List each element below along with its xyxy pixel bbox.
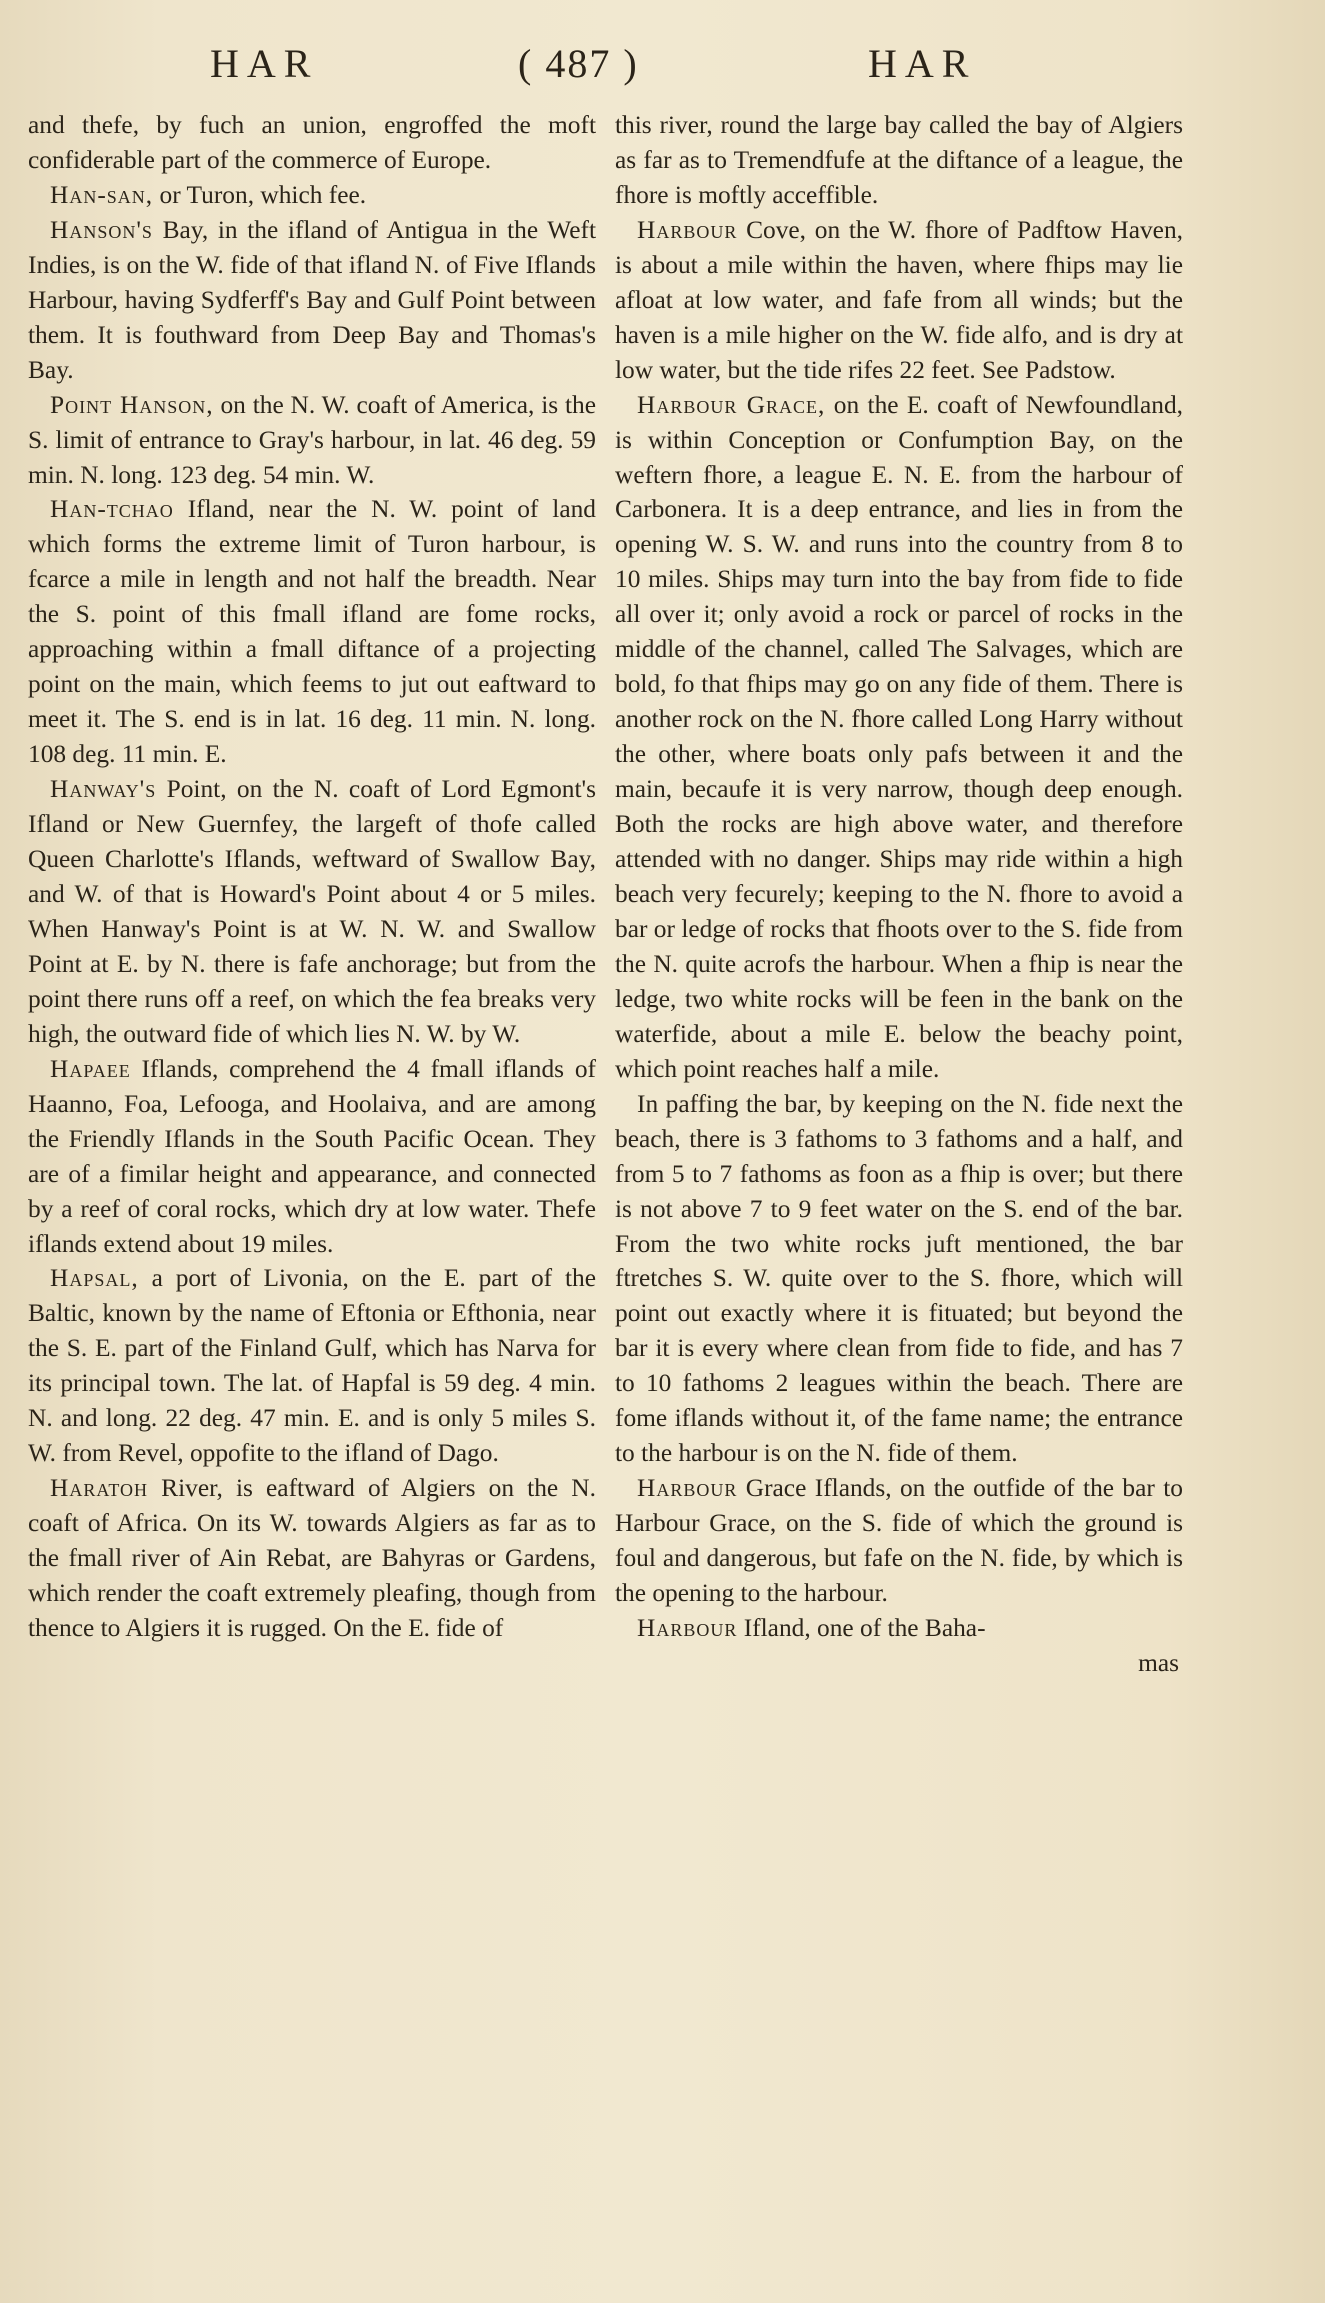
running-head-left: HAR [210, 41, 319, 86]
entry-headword: Harbour Grace, [637, 390, 826, 419]
entry-headword: Harbour [637, 1474, 738, 1503]
entry-point-hanson: Point Hanson, on the N. W. coaft of America, is the S. limit of entrance to Gray's harbour, in lat. 46 deg. 59 min. N. long. 123 deg. 54 min. W. [28, 390, 596, 489]
entry-headword: Harbour [637, 1613, 738, 1642]
left-column [28, 108, 596, 1646]
entry-continuation: and thefe, by fuch an union, engroffed the moft confiderable part of the commerce of Europe. [28, 111, 596, 174]
entry-headword: Point Hanson, [50, 390, 214, 419]
entry-headword: Hanway's [50, 775, 157, 804]
right-column [615, 108, 1183, 1681]
entry-hanways-point: Hanway's Point, on the N. coaft of Lord Egmont's Ifland or New Guernfey, the largeft of thofe called Queen Charlotte's Iflands, weftward of Swallow Bay, and W. of that is Howard's Point about 4 or 5 miles. When Hanway's Point is at W. N. W. and Swallow Point at E. by N. there is fafe anchorage; but from the point there runs off a reef, on which the fea breaks very high, the outward fide of which lies N. W. by W. [28, 775, 596, 1048]
entry-hapsal: Hapsal, a port of Livonia, on the E. part of the Baltic, known by the name of Eftonia or Efthonia, near the S. E. part of the Finland Gulf, which has Narva for its principal town. The lat. of Hapfal is 59 deg. 4 min. N. and long. 22 deg. 47 min. E. and is only 5 miles S. W. from Revel, oppofite to the ifland of Dago. [28, 1264, 596, 1468]
entry-headword: Hanson's [50, 215, 153, 244]
running-head-right: HAR [868, 41, 977, 86]
entry-hansons-bay: Hanson's Bay, in the ifland of Antigua in the Weft Indies, is on the W. fide of that ifland N. of Five Iflands Harbour, having Sydferff's Bay and Gulf Point between them. It is fouthward from Deep Bay and Thomas's Bay. [28, 215, 596, 384]
entry-harbour-cove: Harbour Cove, on the W. fhore of Padftow Haven, is about a mile within the haven, where fhips may lie afloat at low water, and fafe from all winds; but the haven is a mile higher on the W. fide alfo, and is dry at low water, but the tide rifes 22 feet. See Padstow. [615, 215, 1183, 384]
entry-headword: Hapsal, [50, 1264, 139, 1293]
catchword: mas [1138, 1648, 1179, 1677]
entry-haratoh: Haratoh River, is eaftward of Algiers on the N. coaft of Africa. On its W. towards Algiers as far as to the fmall river of Ain Rebat, are Bahyras or Gardens, which render the coaft extremely pleafing, though from thence to Algiers it is rugged. On the E. fide of [28, 1474, 596, 1642]
entry-harbour-grace-islands: Harbour Grace Iflands, on the outfide of the bar to Harbour Grace, on the S. fide of which the ground is foul and dangerous, but fafe on the N. fide, by which is the opening to the harbour. [615, 1474, 1183, 1608]
entry-harbour-island: Harbour Ifland, one of the Baha- [637, 1613, 986, 1642]
entry-harbour-grace: Harbour Grace, on the E. coaft of Newfoundland, is within Conception or Confumption Bay, on the weftern fhore, a league E. N. E. from the harbour of Carbonera. It is a deep entrance, and lies in from the opening W. S. W. and runs into the country from 8 to 10 miles. Ships may turn into the bay from fide to fide all over it; only avoid a rock or parcel of rocks in the middle of the channel, called The Salvages, which are bold, fo that fhips may go on any fide of them. There is another rock on the N. fhore called Long Harry without the other, where boats only pafs between it and the main, becaufe it is very narrow, though deep enough. Both the rocks are high above water, and therefore attended with no danger. Ships may ride within a high beach very fecurely; keeping to the N. fhore to avoid a bar or ledge of rocks that fhoots over to the S. fide from the N. quite acrofs the harbour. When a fhip is near the ledge, two white rocks will be feen in the bank on the waterfide, about a mile E. below the beachy point, which point reaches half a mile. [615, 390, 1183, 1083]
entry-headword: Haratoh [50, 1474, 149, 1503]
entry-headword: Harbour [637, 215, 738, 244]
entry-harbour-grace-bar: In paffing the bar, by keeping on the N. fide next the beach, there is 3 fathoms to 3 fathoms and a half, and from 5 to 7 fathoms as foon as a fhip is over; but there is not above 7 to 9 feet water on the S. end of the bar. From the two white rocks juft mentioned, the bar ftretches S. W. quite over to the S. fhore, which will point out exactly where it is fituated; but beyond the bar it is every where clean from fide to fide, and has 7 to 10 fathoms 2 leagues within the beach. There are fome iflands without it, of the fame name; the entrance to the harbour is on the N. fide of them. [615, 1089, 1183, 1468]
entry-han-tchao: Han-tchao Ifland, near the N. W. point of land which forms the extreme limit of Turon harbour, is fcarce a mile in length and not half the breadth. Near the S. point of this fmall ifland are fome rocks, approaching within a fmall diftance of a projecting point on the main, which feems to jut out eaftward to meet it. The S. end is in lat. 16 deg. 11 min. N. long. 108 deg. 11 min. E. [28, 495, 596, 769]
entry-headword: Han-san, [50, 180, 154, 209]
entry-hapaee: Hapaee Iflands, comprehend the 4 fmall iflands of Haanno, Foa, Lefooga, and Hoolaiva, and are among the Friendly Iflands in the South Pacific Ocean. They are of a fimilar height and appearance, and connected by a reef of coral rocks, which dry at low water. Thefe iflands extend about 19 miles. [28, 1054, 596, 1258]
page-number: ( 487 ) [518, 41, 639, 86]
running-head [0, 40, 1325, 100]
entry-headword: Hapaee [50, 1054, 131, 1083]
entry-headword: Han-tchao [50, 495, 174, 524]
entry-continuation: this river, round the large bay called the bay of Algiers as far as to Tremendfufe at the diftance of a league, the fhore is moftly acceffible. [615, 111, 1183, 209]
entry-han-san: Han-san, or Turon, which fee. [50, 180, 367, 209]
